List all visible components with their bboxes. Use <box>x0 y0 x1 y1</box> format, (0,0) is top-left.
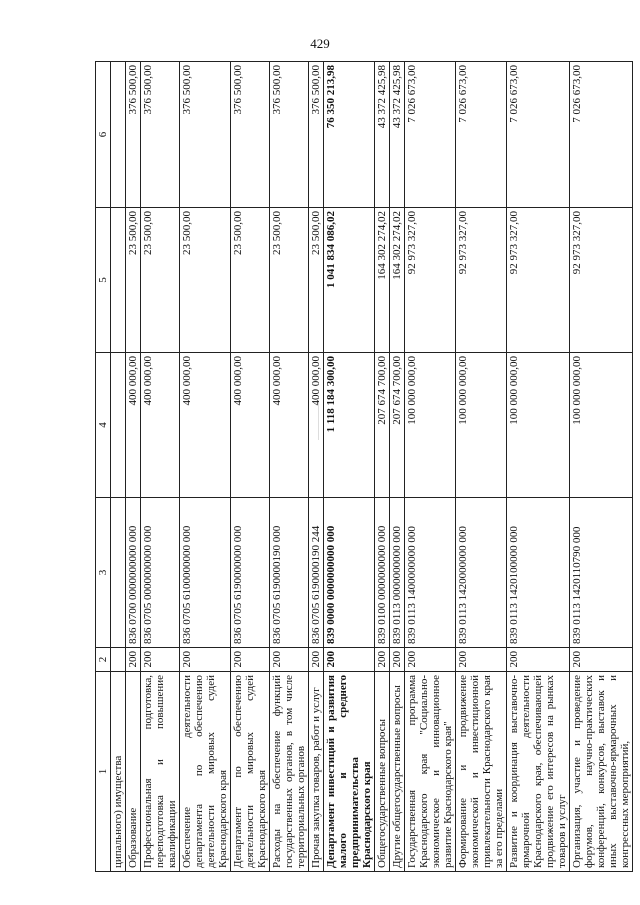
row-unexecuted-amount-cell: 376 500,00 <box>141 62 180 208</box>
row-unexecuted-amount-cell: 376 500,00 <box>309 62 324 208</box>
row-executed-amount-cell: 1 041 834 086,02 <box>324 208 375 353</box>
table-row <box>270 62 309 872</box>
row-unexecuted-amount-cell: 376 500,00 <box>231 62 270 208</box>
table-row <box>507 62 570 872</box>
row-approved-amount-cell: 400 000,00 <box>126 353 141 498</box>
row-executed-amount-cell: 23 500,00 <box>309 208 324 353</box>
row-line-code-cell: 200 <box>570 648 633 672</box>
row-line-code-cell: 200 <box>180 648 231 672</box>
rotated-table-wrapper <box>95 62 631 872</box>
row-classification-code-cell: 839 0100 0000000000 000 <box>375 498 390 648</box>
header-col-4: 4 <box>96 353 111 498</box>
row-unexecuted-amount-cell: 376 500,00 <box>180 62 231 208</box>
table-row <box>375 62 390 872</box>
row-name-cell: Расходы на обеспечение функций государственных органов, в том числе территориальных органов <box>270 672 309 872</box>
row-name-cell: Департамент по обеспечению деятельности мировых судей Краснодарского края <box>231 672 270 872</box>
table-row <box>309 62 324 872</box>
row-approved-amount-cell: 100 000 000,00 <box>405 353 456 498</box>
table-body <box>111 62 633 872</box>
row-classification-code-cell: 839 0113 1420110790 000 <box>570 498 633 648</box>
row-executed-amount-cell: 164 302 274,02 <box>390 208 405 353</box>
header-col-2: 2 <box>96 648 111 672</box>
row-line-code-cell: 200 <box>375 648 390 672</box>
row-executed-amount-cell: 23 500,00 <box>270 208 309 353</box>
row-line-code-cell: 200 <box>126 648 141 672</box>
row-approved-amount-cell: 207 674 700,00 <box>390 353 405 498</box>
row-approved-amount-cell: 400 000,00 <box>231 353 270 498</box>
row-line-code-cell: 200 <box>456 648 507 672</box>
table-header-row <box>96 62 111 872</box>
row-approved-amount-cell: 100 000 000,00 <box>570 353 633 498</box>
row-approved-amount-cell: 1 118 184 300,00 <box>324 353 375 498</box>
row-classification-code-cell: 839 0113 1420000000 000 <box>456 498 507 648</box>
table-row <box>390 62 405 872</box>
row-name-cell: Формирование и продвижение экономической и инвестиционной привлекательности Краснодарского края за его пределами <box>456 672 507 872</box>
row-line-code-cell: 200 <box>141 648 180 672</box>
row-executed-amount-cell: 92 973 327,00 <box>507 208 570 353</box>
table-row <box>180 62 231 872</box>
row-line-code-cell: 200 <box>309 648 324 672</box>
table-row <box>231 62 270 872</box>
row-classification-code-cell: 839 0113 1400000000 000 <box>405 498 456 648</box>
row-approved-amount-cell: 207 674 700,00 <box>375 353 390 498</box>
table-row <box>405 62 456 872</box>
row-executed-amount-cell: 92 973 327,00 <box>456 208 507 353</box>
row-approved-amount-cell: 400 000,00 <box>141 353 180 498</box>
row-executed-amount-cell: 92 973 327,00 <box>405 208 456 353</box>
budget-table <box>95 61 633 872</box>
row-line-code-cell: 200 <box>324 648 375 672</box>
table-row <box>126 62 141 872</box>
row-executed-amount-cell: 23 500,00 <box>126 208 141 353</box>
row-classification-code-cell: 836 0705 6190000190 244 <box>309 498 324 648</box>
row-classification-code-cell: 839 0113 0000000000 000 <box>390 498 405 648</box>
row-name-cell: Развитие и координация выставочно-ярмарочной деятельности Краснодарского края, обеспечивающей продвижение его интересов на рынках товаров и услуг <box>507 672 570 872</box>
header-col-6: 6 <box>96 62 111 208</box>
table-row <box>456 62 507 872</box>
row-name-cell: ципального) имущества <box>111 672 126 872</box>
row-classification-code-cell: 836 0705 0000000000 000 <box>141 498 180 648</box>
rotated-table-container <box>95 62 631 872</box>
row-unexecuted-amount-cell: 76 350 213,98 <box>324 62 375 208</box>
row-executed-amount-cell: 23 500,00 <box>141 208 180 353</box>
row-name-cell: Образование <box>126 672 141 872</box>
header-col-1: 1 <box>96 672 111 872</box>
row-name-cell: Прочая закупка товаров, работ и услуг <box>309 672 324 872</box>
row-executed-amount-cell: 164 302 274,02 <box>375 208 390 353</box>
row-unexecuted-amount-cell: 7 026 673,00 <box>456 62 507 208</box>
row-approved-amount-cell: 400 000,00 <box>270 353 309 498</box>
row-name-cell: Другие общегосударственные вопросы <box>390 672 405 872</box>
row-classification-code-cell: 836 0705 6190000190 000 <box>270 498 309 648</box>
row-unexecuted-amount-cell: 376 500,00 <box>270 62 309 208</box>
row-classification-code-cell: 839 0000 0000000000 000 <box>324 498 375 648</box>
table-row <box>324 62 375 872</box>
row-approved-amount-cell: 400 000,00 <box>180 353 231 498</box>
row-line-code-cell: 200 <box>405 648 456 672</box>
header-col-3: 3 <box>96 498 111 648</box>
row-line-code-cell: 200 <box>231 648 270 672</box>
row-unexecuted-amount-cell <box>111 62 126 208</box>
row-executed-amount-cell: 23 500,00 <box>231 208 270 353</box>
row-classification-code-cell: 839 0113 1420100000 000 <box>507 498 570 648</box>
row-line-code-cell <box>111 648 126 672</box>
row-classification-code-cell <box>111 498 126 648</box>
row-name-cell: Государственная программа Краснодарского края "Социально-экономическое и инновационное развитие Краснодарского края" <box>405 672 456 872</box>
row-classification-code-cell: 836 0705 6190000000 000 <box>231 498 270 648</box>
page-number: 429 <box>310 36 330 51</box>
row-unexecuted-amount-cell: 43 372 425,98 <box>390 62 405 208</box>
row-name-cell: Обеспечение деятельности департамента по обеспечению деятельности мировых судей Краснодарского края <box>180 672 231 872</box>
row-name-cell: Департамент инвестиций и развития малого и среднего предпринимательства Краснодарского края <box>324 672 375 872</box>
row-line-code-cell: 200 <box>390 648 405 672</box>
row-name-cell: Общегосударственные вопросы <box>375 672 390 872</box>
row-unexecuted-amount-cell: 43 372 425,98 <box>375 62 390 208</box>
row-classification-code-cell: 836 0705 6100000000 000 <box>180 498 231 648</box>
row-line-code-cell: 200 <box>270 648 309 672</box>
row-approved-amount-cell <box>111 353 126 498</box>
row-name-cell: Профессиональная подготовка, переподготовка и повышение квалификации <box>141 672 180 872</box>
table-row <box>570 62 633 872</box>
row-executed-amount-cell <box>111 208 126 353</box>
row-line-code-cell: 200 <box>507 648 570 672</box>
row-approved-amount-cell: 100 000 000,00 <box>507 353 570 498</box>
row-unexecuted-amount-cell: 7 026 673,00 <box>507 62 570 208</box>
row-name-cell: Организация, участие и проведение форумов, научно-практических конференций, конкурсов, выставок и иных выставочно-ярмарочных и конгрессных мероприятий, <box>570 672 633 872</box>
row-executed-amount-cell: 92 973 327,00 <box>570 208 633 353</box>
row-unexecuted-amount-cell: 376 500,00 <box>126 62 141 208</box>
row-classification-code-cell: 836 0700 0000000000 000 <box>126 498 141 648</box>
row-executed-amount-cell: 23 500,00 <box>180 208 231 353</box>
row-approved-amount-cell: 400 000,00 <box>309 353 324 498</box>
row-approved-amount-cell: 100 000 000,00 <box>456 353 507 498</box>
row-unexecuted-amount-cell: 7 026 673,00 <box>405 62 456 208</box>
table-row <box>111 62 126 872</box>
row-unexecuted-amount-cell: 7 026 673,00 <box>570 62 633 208</box>
table-row <box>141 62 180 872</box>
header-col-5: 5 <box>96 208 111 353</box>
